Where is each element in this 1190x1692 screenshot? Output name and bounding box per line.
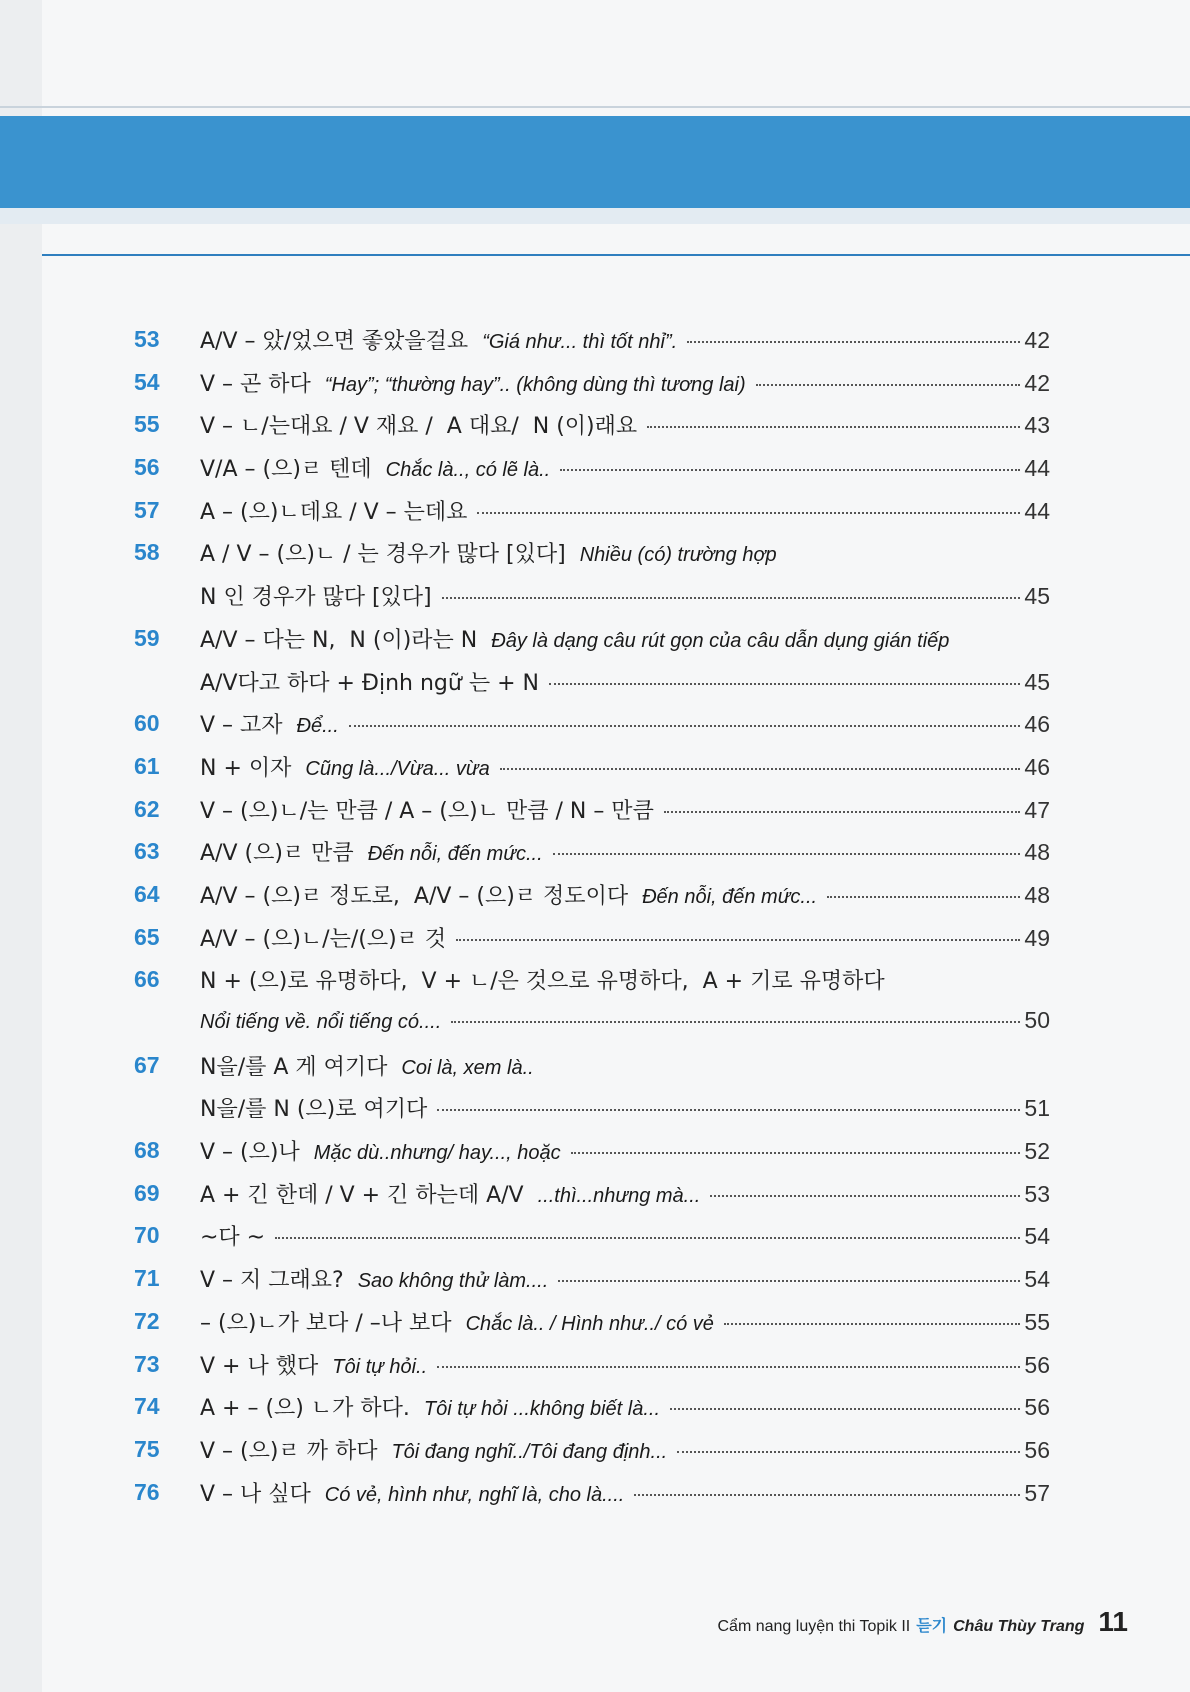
entry-line	[200, 1434, 1050, 1464]
korean-pattern: V – (으)ㄹ 까 하다	[200, 1438, 378, 1464]
entry-line	[200, 580, 1050, 610]
korean-pattern: V + 나 했다	[200, 1353, 319, 1379]
entry-line	[200, 409, 1050, 439]
page-ref: 56	[1024, 1394, 1050, 1421]
entry-line	[200, 666, 1050, 696]
korean-pattern: V – (으)ㄴ/는 만큼 / A – (으)ㄴ 만큼 / N – 만큼	[200, 798, 654, 824]
toc-row	[130, 790, 1050, 833]
header-band	[0, 116, 1190, 208]
entry-line	[200, 922, 1050, 952]
korean-pattern: A – (으)ㄴ데요 / V – 는데요	[200, 499, 468, 525]
entry-number: 58	[134, 539, 160, 566]
page-ref: 51	[1024, 1095, 1050, 1122]
korean-pattern: V – (으)나	[200, 1140, 300, 1166]
vietnamese-meaning: Chắc là.. / Hình như../ có vẻ	[465, 1312, 714, 1335]
vietnamese-meaning: Nổi tiếng về. nổi tiếng có....	[200, 1011, 442, 1033]
entry-number: 76	[134, 1478, 160, 1505]
page-edge-shade	[0, 0, 42, 1692]
entry-line	[200, 1306, 1050, 1336]
toc-row	[130, 1174, 1050, 1217]
page-ref: 54	[1024, 1223, 1050, 1250]
dot-leader	[451, 1021, 1020, 1023]
korean-pattern: A / V – (으)ㄴ / 는 경우가 많다 [있다]	[200, 542, 566, 568]
toc-row	[130, 1046, 1050, 1089]
korean-pattern: V – 고자	[200, 713, 283, 739]
entry-number: 74	[134, 1393, 160, 1420]
dot-leader	[724, 1323, 1020, 1325]
korean-pattern: V – 곤 하다	[200, 371, 311, 397]
vietnamese-meaning: “Hay”; “thường hay”.. (không dùng thì tương lai)	[324, 373, 746, 396]
page-ref: 55	[1024, 1308, 1050, 1335]
dot-leader	[647, 426, 1020, 428]
entry-line	[200, 623, 1050, 653]
korean-pattern: A/V다고 하다 + Định ngữ 는 + N	[200, 670, 539, 696]
page-ref: 56	[1024, 1436, 1050, 1463]
entry-number: 54	[134, 368, 160, 395]
dot-leader	[756, 384, 1021, 386]
toc-row	[130, 747, 1050, 790]
entry-line	[200, 1092, 1050, 1122]
page-ref: 52	[1024, 1138, 1050, 1165]
entry-number: 60	[134, 710, 160, 737]
vietnamese-meaning: Sao không thử làm....	[357, 1270, 549, 1293]
dot-leader	[275, 1237, 1020, 1239]
entry-number: 71	[134, 1265, 160, 1292]
page-ref: 43	[1024, 412, 1050, 439]
toc-row	[130, 875, 1050, 918]
entry-number: 57	[134, 496, 160, 523]
entry-line	[200, 1050, 1050, 1080]
toc-row	[130, 576, 1050, 619]
korean-pattern: A + 긴 한데 / V + 긴 하는데 A/V	[200, 1182, 524, 1208]
toc-row	[130, 1473, 1050, 1516]
header-band-shadow	[0, 208, 1190, 224]
dot-leader	[670, 1408, 1020, 1410]
entry-line	[200, 794, 1050, 824]
vietnamese-meaning: Đến nỗi, đến mức...	[642, 885, 818, 908]
korean-pattern: V – 지 그래요?	[200, 1268, 344, 1294]
page-ref: 49	[1024, 924, 1050, 951]
entry-number: 72	[134, 1307, 160, 1334]
page-ref: 46	[1024, 753, 1050, 780]
entry-line	[200, 1263, 1050, 1293]
korean-pattern: A + – (으) ㄴ가 하다.	[200, 1396, 410, 1422]
page-ref: 53	[1024, 1180, 1050, 1207]
page-ref: 42	[1024, 369, 1050, 396]
table-of-contents	[130, 320, 1050, 1515]
entry-number: 63	[134, 838, 160, 865]
dot-leader	[571, 1152, 1021, 1154]
korean-pattern: N + (으)로 유명하다, V + ㄴ/은 것으로 유명하다, A + 기로 유명하다	[200, 969, 885, 995]
toc-row	[130, 1088, 1050, 1131]
entry-line	[200, 1477, 1050, 1507]
toc-row	[130, 619, 1050, 662]
entry-line	[200, 1349, 1050, 1379]
toc-row	[130, 960, 1050, 1003]
korean-pattern: V/A – (으)ㄹ 텐데	[200, 457, 372, 483]
dot-leader	[553, 853, 1021, 855]
toc-row	[130, 832, 1050, 875]
page-number: 11	[1098, 1606, 1128, 1637]
korean-pattern: V – ㄴ/는대요 / V 재요 / A 대요/ N (이)래요	[200, 414, 638, 440]
toc-row	[130, 491, 1050, 534]
header-thin-line	[0, 106, 1190, 108]
entry-number: 68	[134, 1137, 160, 1164]
entry-number: 55	[134, 411, 160, 438]
entry-line	[200, 1007, 1050, 1037]
korean-pattern: N + 이자	[200, 755, 292, 781]
dot-leader	[687, 341, 1020, 343]
page-ref: 44	[1024, 497, 1050, 524]
vietnamese-meaning: Cũng là.../Vừa... vừa	[305, 757, 490, 780]
toc-row	[130, 1131, 1050, 1174]
toc-row	[130, 363, 1050, 406]
entry-number: 65	[134, 923, 160, 950]
toc-row	[130, 533, 1050, 576]
vietnamese-meaning: Để...	[296, 715, 339, 738]
vietnamese-meaning: Tôi đang nghĩ../Tôi đang định...	[391, 1440, 668, 1463]
vietnamese-meaning: Coi là, xem là..	[401, 1056, 534, 1079]
korean-pattern: ~다 ~	[200, 1225, 266, 1251]
korean-pattern: A/V – (으)ㄹ 정도로, A/V – (으)ㄹ 정도이다	[200, 883, 629, 909]
korean-pattern: N을/를 A 게 여기다	[200, 1054, 388, 1080]
korean-pattern: A/V – 다는 N, N (이)라는 N	[200, 627, 478, 653]
entry-number: 59	[134, 624, 160, 651]
page-ref: 50	[1024, 1007, 1050, 1033]
toc-row	[130, 1259, 1050, 1302]
korean-pattern: – (으)ㄴ가 보다 / –나 보다	[200, 1310, 452, 1336]
dot-leader	[634, 1494, 1020, 1496]
footer-book-title: Cẩm nang luyện thi Topik II	[717, 1618, 911, 1635]
dot-leader	[558, 1280, 1020, 1282]
dot-leader	[349, 725, 1021, 727]
entry-line	[200, 1178, 1050, 1208]
footer	[718, 1606, 1129, 1638]
toc-row	[130, 1216, 1050, 1259]
vietnamese-meaning: Có vẻ, hình như, nghĩ là, cho là....	[324, 1483, 625, 1506]
entry-number: 62	[134, 795, 160, 822]
vietnamese-meaning: Mặc dù..nhưng/ hay..., hoặc	[313, 1142, 561, 1165]
dot-leader	[477, 512, 1020, 514]
entry-line	[200, 708, 1050, 738]
korean-pattern: A/V (으)ㄹ 만큼	[200, 841, 354, 867]
page-ref: 42	[1024, 327, 1050, 353]
entry-number: 66	[134, 966, 160, 993]
toc-row	[130, 704, 1050, 747]
toc-row	[130, 1387, 1050, 1430]
dot-leader	[827, 896, 1020, 898]
footer-korean-label: 듣기	[916, 1618, 948, 1635]
korean-pattern: N 인 경우가 많다 [있다]	[200, 585, 432, 611]
entry-line	[200, 836, 1050, 866]
entry-number: 69	[134, 1179, 160, 1206]
vietnamese-meaning: ...thì...nhưng mà...	[537, 1184, 701, 1207]
entry-number: 70	[134, 1222, 160, 1249]
korean-pattern: V – 나 싶다	[200, 1481, 311, 1507]
entry-line	[200, 537, 1050, 567]
dot-leader	[437, 1366, 1020, 1368]
entry-line	[200, 751, 1050, 781]
page-ref: 57	[1024, 1479, 1050, 1506]
entry-line	[200, 1135, 1050, 1165]
entry-line	[200, 964, 1050, 994]
entry-line	[200, 1220, 1050, 1250]
dot-leader	[437, 1109, 1020, 1111]
dot-leader	[456, 939, 1020, 941]
toc-row	[130, 1302, 1050, 1345]
dot-leader	[677, 1451, 1020, 1453]
entry-number: 53	[134, 326, 160, 352]
dot-leader	[560, 469, 1020, 471]
dot-leader	[500, 768, 1021, 770]
vietnamese-meaning: Tôi tự hỏi..	[332, 1355, 428, 1378]
korean-pattern: A/V – (으)ㄴ/는/(으)ㄹ 것	[200, 926, 447, 952]
vietnamese-meaning: Nhiều (có) trường hợp	[579, 544, 777, 567]
korean-pattern: A/V – 았/었으면 좋았을걸요	[200, 329, 469, 354]
dot-leader	[442, 597, 1021, 599]
toc-row	[130, 1430, 1050, 1473]
toc-row	[130, 918, 1050, 961]
page-ref: 48	[1024, 839, 1050, 866]
entry-line	[200, 879, 1050, 909]
vietnamese-meaning: Đến nỗi, đến mức...	[367, 843, 543, 866]
dot-leader	[549, 683, 1020, 685]
dot-leader	[710, 1195, 1020, 1197]
entry-line	[200, 367, 1050, 397]
entry-line	[200, 452, 1050, 482]
footer-author: Châu Thùy Trang	[953, 1618, 1085, 1635]
vietnamese-meaning: Tôi tự hỏi ...không biết là...	[423, 1398, 661, 1421]
page-ref: 54	[1024, 1266, 1050, 1293]
entry-number: 61	[134, 752, 160, 779]
entry-number: 64	[134, 880, 160, 907]
toc-row	[130, 320, 1050, 363]
entry-number: 67	[134, 1051, 160, 1078]
header-rule	[42, 254, 1190, 256]
page-ref: 44	[1024, 455, 1050, 482]
toc-row	[130, 1345, 1050, 1388]
page-ref: 56	[1024, 1351, 1050, 1378]
page-ref: 46	[1024, 711, 1050, 738]
toc-row	[130, 662, 1050, 705]
vietnamese-meaning: Đây là dạng câu rút gọn của câu dẫn dụng gián tiếp	[491, 629, 950, 652]
korean-pattern: N을/를 N (으)로 여기다	[200, 1097, 428, 1123]
entry-number: 75	[134, 1435, 160, 1462]
toc-row	[130, 405, 1050, 448]
toc-row	[130, 448, 1050, 491]
toc-row	[130, 1003, 1050, 1046]
page-ref: 48	[1024, 881, 1050, 908]
vietnamese-meaning: “Giá như... thì tốt nhỉ”.	[482, 331, 678, 353]
entry-line	[200, 495, 1050, 525]
entry-line	[200, 1391, 1050, 1421]
page-ref: 45	[1024, 583, 1050, 610]
entry-number: 73	[134, 1350, 160, 1377]
entry-number: 56	[134, 454, 160, 481]
page-ref: 45	[1024, 668, 1050, 695]
entry-line	[200, 324, 1050, 354]
page-ref: 47	[1024, 796, 1050, 823]
dot-leader	[664, 811, 1021, 813]
vietnamese-meaning: Chắc là.., có lẽ là..	[385, 459, 551, 482]
